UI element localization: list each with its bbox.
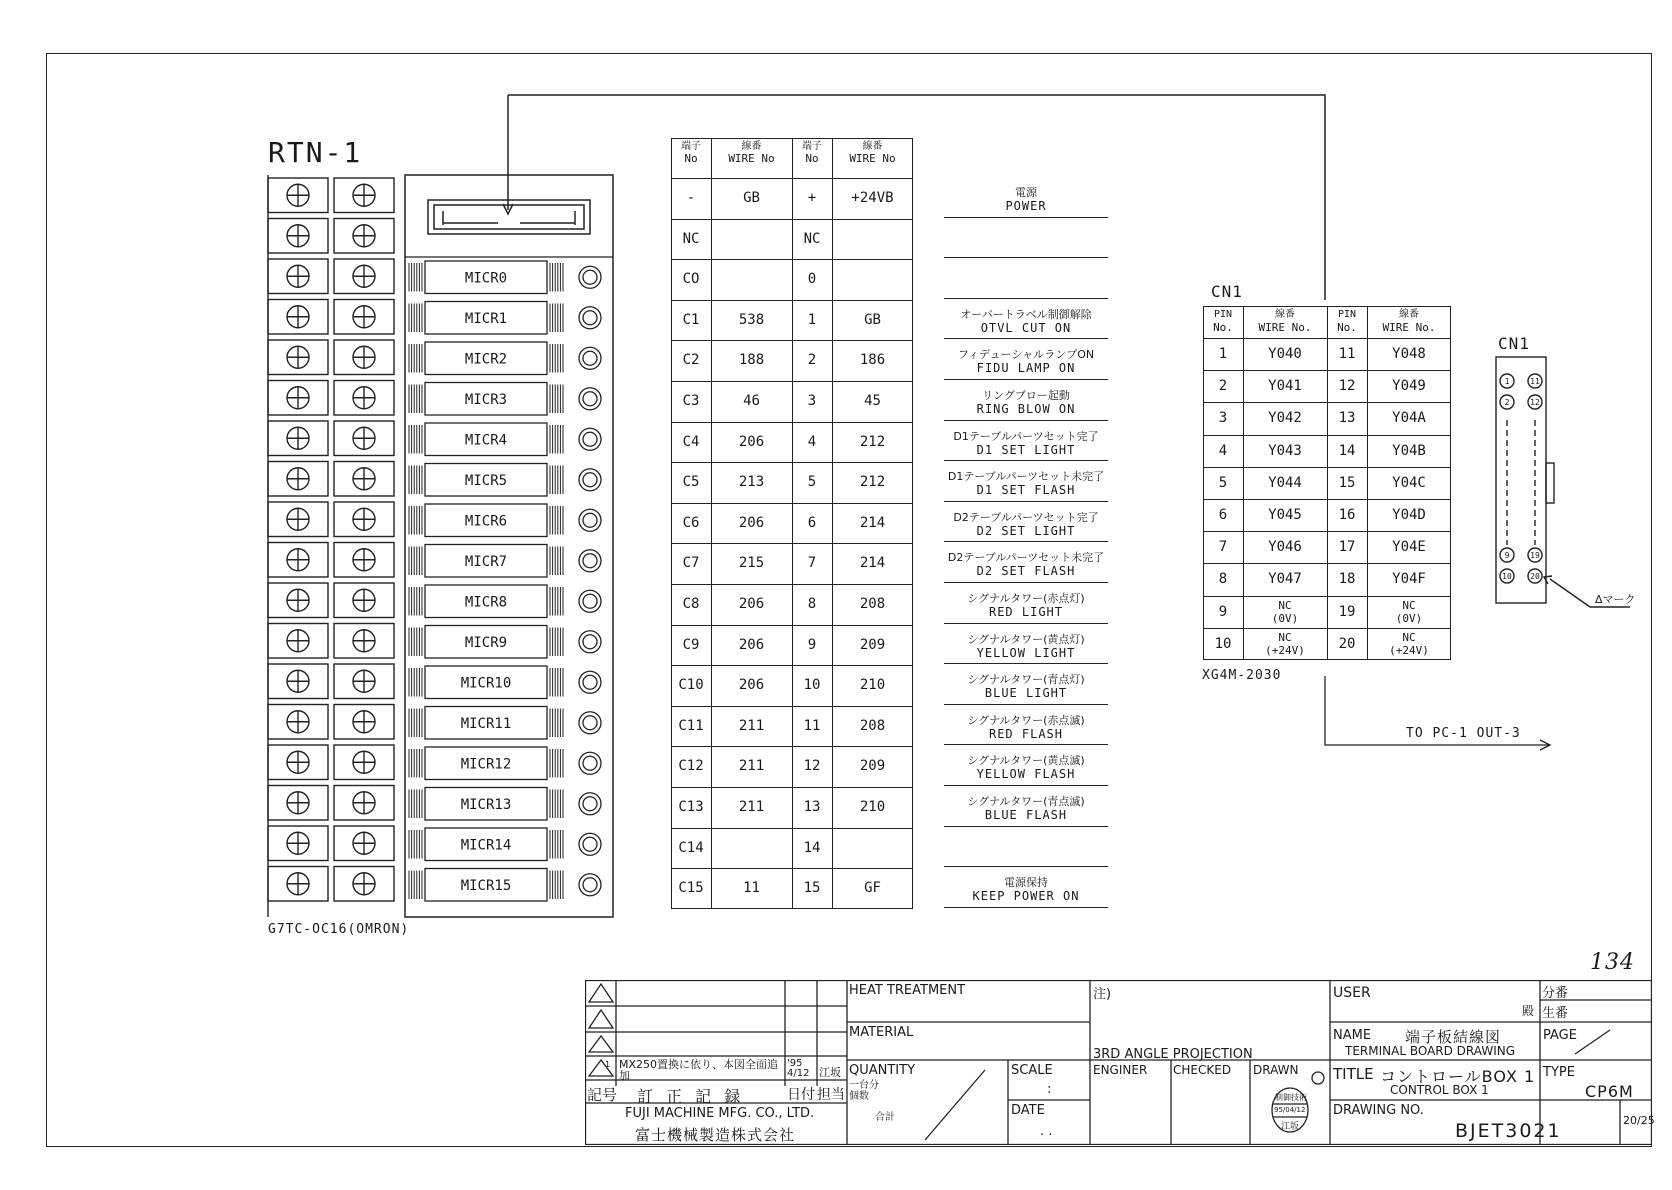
cn1-table-cell: Y044 bbox=[1268, 474, 1302, 491]
description-en: RING BLOW ON bbox=[976, 402, 1076, 416]
relay-micr2 bbox=[409, 342, 601, 375]
cn1-table-cell: Y046 bbox=[1268, 539, 1302, 556]
page-label: PAGE bbox=[1543, 1028, 1577, 1043]
description-en: BLUE LIGHT bbox=[984, 686, 1068, 701]
relay-label: MICR4 bbox=[464, 432, 508, 449]
cn1-table-cell: 15 bbox=[1338, 474, 1356, 491]
checked-label: CHECKED bbox=[1173, 1063, 1232, 1077]
date-label: DATE bbox=[1011, 1103, 1045, 1118]
description-ja: シグナルタワー(黄点灯) bbox=[967, 632, 1085, 646]
cn1-table-cell: 9 bbox=[1218, 603, 1228, 620]
revision-header-name: 担当 bbox=[817, 1087, 845, 1103]
terminal-table-cell: 6 bbox=[807, 514, 817, 531]
title-block bbox=[585, 980, 1655, 1145]
cn1-table-cell: 6 bbox=[1218, 507, 1228, 523]
terminal-table-cell: 538 bbox=[738, 311, 765, 328]
terminal-table-cell: C3 bbox=[682, 393, 700, 409]
terminal-table-cell: 206 bbox=[738, 596, 765, 612]
cn1-table-cell: Y041 bbox=[1268, 378, 1302, 395]
description-en: YELLOW LIGHT bbox=[976, 645, 1076, 660]
description-ja: シグナルタワー(青点滅) bbox=[967, 795, 1085, 808]
terminal-table-cell: C1 bbox=[682, 311, 700, 328]
cn1-table-cell: Y047 bbox=[1268, 571, 1302, 588]
terminal-table-cell: NC bbox=[803, 230, 821, 247]
seiban-label: 生番 bbox=[1542, 1006, 1569, 1021]
relay-label: MICR6 bbox=[464, 513, 508, 530]
terminal-screw-pair bbox=[268, 462, 394, 497]
cn1-table-header: 線番 WIRE No. bbox=[1258, 309, 1312, 334]
description-en: BLUE FLASH bbox=[984, 808, 1068, 822]
description-en: D1 SET FLASH bbox=[976, 483, 1076, 498]
terminal-table-cell: 212 bbox=[859, 474, 886, 491]
cn1-table-cell: Y045 bbox=[1268, 507, 1302, 523]
pin-19: 19 bbox=[1530, 551, 1540, 560]
description-en: RED FLASH bbox=[988, 726, 1064, 741]
terminal-table-cell: 206 bbox=[738, 433, 765, 450]
cn1-table-cell: Y04B bbox=[1392, 442, 1426, 459]
cn1-table-cell: 19 bbox=[1338, 603, 1356, 620]
description-underline bbox=[944, 866, 1108, 867]
description-ja: フィデューシャルランプON bbox=[957, 348, 1095, 362]
terminal-screw-pair bbox=[268, 745, 394, 780]
quantity-note: 一台分 個数 bbox=[849, 1080, 879, 1102]
description-ja: D2テーブルパーツセット未完了 bbox=[947, 551, 1105, 565]
stamp-dept: 制御技術 bbox=[1275, 1093, 1307, 1102]
to-pc1-label: TO PC-1 OUT-3 bbox=[1406, 726, 1521, 741]
terminal-table-cell: 3 bbox=[807, 393, 817, 409]
cn1-table-cell: Y04C bbox=[1392, 474, 1426, 491]
cn1-table-header: PIN No. bbox=[1213, 309, 1233, 334]
terminal-table-cell: 9 bbox=[807, 636, 817, 653]
relay-label: MICR10 bbox=[460, 675, 512, 692]
drawing-no: BJET3021 bbox=[1455, 1120, 1562, 1142]
terminal-screw-pair bbox=[268, 340, 394, 375]
relay-label: MICR5 bbox=[464, 472, 508, 489]
description-underline bbox=[944, 379, 1108, 380]
terminal-table-cell: C15 bbox=[678, 880, 704, 897]
terminal-table-cell: 211 bbox=[738, 799, 765, 815]
terminal-table-cell: C12 bbox=[678, 758, 704, 775]
terminal-table-cell: 209 bbox=[859, 758, 886, 775]
type-label: TYPE bbox=[1543, 1065, 1575, 1080]
heat-treatment-label: HEAT TREATMENT bbox=[849, 983, 966, 998]
relay-micr9 bbox=[409, 626, 601, 659]
company-ja: 富士機械製造株式会社 bbox=[635, 1126, 796, 1144]
description-ja: シグナルタワー(赤点灯) bbox=[967, 592, 1085, 605]
cn1-table-header: 線番 WIRE No. bbox=[1382, 309, 1436, 334]
terminal-table-cell: 208 bbox=[859, 717, 886, 734]
terminal-table-cell: 45 bbox=[864, 393, 881, 409]
terminal-table-cell: 214 bbox=[859, 555, 886, 572]
terminal-table-cell: 46 bbox=[743, 393, 760, 409]
relay-label: MICR8 bbox=[464, 594, 508, 611]
scale-value: : bbox=[1047, 1082, 1052, 1097]
terminal-table-cell: 186 bbox=[859, 352, 886, 369]
description-underline bbox=[944, 907, 1108, 908]
relay-micr11 bbox=[409, 707, 601, 740]
cn1-table-cell: 17 bbox=[1338, 539, 1356, 556]
terminal-table-cell: C6 bbox=[682, 514, 700, 531]
pin-9: 9 bbox=[1504, 551, 1510, 560]
user-label: USER bbox=[1333, 985, 1371, 1001]
total-label: 合計 bbox=[875, 1112, 895, 1123]
description-underline bbox=[944, 460, 1108, 461]
cn1-table-cell: Y040 bbox=[1268, 346, 1302, 362]
terminal-table-cell: 210 bbox=[859, 677, 886, 694]
relay-micr12 bbox=[409, 747, 601, 780]
terminal-table-cell: 2 bbox=[807, 352, 817, 369]
relay-board-model: G7TC-OC16(OMRON) bbox=[268, 922, 410, 937]
terminal-table-cell: C7 bbox=[682, 555, 700, 572]
terminal-screw-pair bbox=[268, 543, 394, 578]
terminal-table-cell: GB bbox=[864, 311, 881, 328]
terminal-screw-pair bbox=[268, 178, 394, 213]
date-value: . . bbox=[1040, 1124, 1053, 1139]
terminal-table-cell: GF bbox=[864, 880, 881, 897]
terminal-screw-pair bbox=[268, 786, 394, 821]
relay-label: MICR1 bbox=[464, 310, 508, 327]
connector-diagram bbox=[1490, 355, 1650, 615]
cn1-table-cell: 4 bbox=[1218, 442, 1228, 459]
terminal-table-cell: 11 bbox=[743, 880, 760, 897]
title-en: CONTROL BOX 1 bbox=[1390, 1083, 1489, 1097]
name-label: NAME bbox=[1333, 1028, 1372, 1043]
pin-10: 10 bbox=[1502, 572, 1512, 581]
revision-header-symbol: 記号 bbox=[587, 1086, 618, 1104]
terminal-table-cell: GB bbox=[743, 190, 760, 206]
cn1-table-cell: NC (+24V) bbox=[1389, 630, 1429, 657]
terminal-table-cell: 7 bbox=[807, 555, 817, 572]
terminal-table-header: 端子 No bbox=[802, 141, 822, 165]
description-underline bbox=[944, 826, 1108, 827]
terminal-table-cell: 188 bbox=[738, 352, 765, 369]
terminal-table-cell: 11 bbox=[803, 717, 821, 734]
terminal-table-cell: 208 bbox=[859, 596, 886, 612]
terminal-table-cell: C9 bbox=[682, 636, 700, 653]
pin-2: 2 bbox=[1504, 398, 1510, 407]
terminal-table-cell: C11 bbox=[678, 717, 704, 734]
description-underline bbox=[944, 257, 1108, 258]
cn1-table-cell: 16 bbox=[1338, 507, 1356, 523]
cn1-table-cell: 8 bbox=[1218, 571, 1228, 588]
delta-mark-label: Δマーク bbox=[1595, 593, 1636, 606]
relay-label: MICR3 bbox=[464, 391, 508, 408]
cn1-table-cell: Y04D bbox=[1392, 507, 1426, 523]
relay-label: MICR11 bbox=[460, 715, 512, 732]
terminal-table-header: 線番 WIRE No bbox=[849, 141, 896, 165]
terminal-table-cell: C14 bbox=[678, 839, 704, 856]
cn1-table-cell: 12 bbox=[1338, 378, 1356, 395]
terminal-screw-pair bbox=[268, 219, 394, 254]
sheet-number: 20/25 bbox=[1623, 1114, 1655, 1127]
terminal-table-cell: 206 bbox=[738, 677, 765, 694]
relay-label: MICR7 bbox=[464, 553, 508, 570]
name-ja: 端子板結線図 bbox=[1405, 1028, 1502, 1046]
terminal-screw-pair bbox=[268, 300, 394, 335]
terminal-table-cell: 206 bbox=[738, 636, 765, 653]
cn1-table-header: PIN No. bbox=[1337, 309, 1357, 334]
description-underline bbox=[944, 420, 1108, 421]
terminal-screw-pair bbox=[268, 705, 394, 740]
description-underline bbox=[944, 338, 1108, 339]
page-note: 134 bbox=[1590, 950, 1635, 975]
connector-diagram-title: CN1 bbox=[1498, 334, 1530, 353]
description-underline bbox=[944, 217, 1108, 218]
terminal-table-header: 線番 WIRE No bbox=[728, 141, 775, 165]
terminal-table-cell: 13 bbox=[803, 799, 821, 815]
cn1-table-cell: Y049 bbox=[1392, 378, 1426, 395]
cn1-table-cell: Y04F bbox=[1392, 571, 1426, 588]
relay-micr5 bbox=[409, 464, 601, 497]
description-underline bbox=[944, 785, 1108, 786]
terminal-screw-pair bbox=[268, 381, 394, 416]
relay-micr15 bbox=[409, 869, 601, 902]
terminal-table-cell: 210 bbox=[859, 799, 886, 815]
terminal-table-header: 端子 No bbox=[681, 141, 701, 165]
terminal-table-cell: C8 bbox=[682, 596, 700, 612]
terminal-table-cell: + bbox=[807, 190, 817, 206]
relay-micr6 bbox=[409, 504, 601, 537]
description-ja: D2テーブルパーツセット完了 bbox=[953, 510, 1099, 524]
terminal-table-cell: 214 bbox=[859, 514, 886, 531]
relay-micr4 bbox=[409, 423, 601, 456]
terminal-screw-pair bbox=[268, 624, 394, 659]
relay-label: MICR13 bbox=[460, 796, 512, 813]
relay-label: MICR2 bbox=[464, 351, 508, 368]
description-underline bbox=[944, 541, 1108, 542]
terminal-table-cell: C2 bbox=[682, 352, 700, 369]
revision-1-text: MX250置換に依り、本図全面追加 bbox=[619, 1058, 779, 1082]
relay-label: MICR14 bbox=[460, 837, 512, 854]
relay-micr1 bbox=[409, 302, 601, 335]
relay-micr14 bbox=[409, 828, 601, 861]
relay-board-title: RTN-1 bbox=[268, 136, 363, 169]
title-label: TITLE bbox=[1333, 1065, 1374, 1083]
description-ja: D1テーブルパーツセット完了 bbox=[953, 429, 1099, 443]
terminal-table-cell: 14 bbox=[803, 839, 821, 856]
type-value: CP6M bbox=[1585, 1082, 1634, 1101]
pin-20: 20 bbox=[1530, 572, 1540, 581]
relay-micr0 bbox=[409, 261, 601, 294]
quantity-label: QUANTITY bbox=[849, 1063, 916, 1078]
cn1-table-cell: Y048 bbox=[1392, 346, 1426, 362]
scale-label: SCALE bbox=[1011, 1063, 1053, 1078]
note-label: 注) bbox=[1093, 987, 1112, 1002]
terminal-table-cell: C4 bbox=[682, 433, 700, 450]
relay-micr8 bbox=[409, 585, 601, 618]
terminal-table-cell: 5 bbox=[807, 474, 817, 491]
cn1-table-cell: 18 bbox=[1338, 571, 1356, 588]
description-en: POWER bbox=[1005, 199, 1047, 213]
cn1-table-cell: 10 bbox=[1214, 635, 1232, 652]
description-underline bbox=[944, 704, 1108, 705]
terminal-table-cell: NC bbox=[682, 230, 700, 247]
terminal-table-cell: - bbox=[686, 190, 696, 206]
pin-12: 12 bbox=[1530, 398, 1540, 407]
description-en: OTVL CUT ON bbox=[980, 320, 1072, 335]
terminal-table-cell: 215 bbox=[738, 555, 765, 572]
cn1-table-cell: NC (0V) bbox=[1395, 598, 1423, 625]
description-en: FIDU LAMP ON bbox=[976, 361, 1076, 376]
terminal-table-cell: 1 bbox=[807, 311, 817, 328]
description-underline bbox=[944, 582, 1108, 583]
terminal-table-cell: 12 bbox=[803, 758, 821, 775]
description-ja: D1テーブルパーツセット未完了 bbox=[947, 470, 1105, 484]
terminal-table-cell: 10 bbox=[803, 677, 821, 694]
terminal-screw-pair bbox=[268, 583, 394, 618]
title-ja: コントロールBOX 1 bbox=[1380, 1067, 1536, 1086]
terminal-table-cell: 0 bbox=[807, 271, 817, 288]
description-ja: 電源保持 bbox=[1004, 876, 1048, 890]
relay-micr13 bbox=[409, 788, 601, 821]
projection-label: 3RD ANGLE PROJECTION bbox=[1093, 1047, 1253, 1062]
terminal-table-cell: 213 bbox=[738, 474, 765, 491]
description-ja: シグナルタワー(黄点滅) bbox=[967, 754, 1085, 768]
description-en: KEEP POWER ON bbox=[972, 889, 1080, 904]
description-underline bbox=[944, 623, 1108, 624]
terminal-table-cell: C10 bbox=[678, 677, 704, 694]
user-suffix: 殿 bbox=[1522, 1004, 1535, 1018]
drawn-label: DRAWN bbox=[1253, 1063, 1299, 1077]
cn1-table-cell: 7 bbox=[1218, 539, 1228, 556]
terminal-table-cell: 209 bbox=[859, 636, 886, 653]
pin-1: 1 bbox=[1504, 377, 1510, 386]
terminal-screw-pair bbox=[268, 259, 394, 294]
relay-label: MICR0 bbox=[464, 270, 508, 287]
terminal-table-cell: 15 bbox=[803, 880, 821, 897]
cn1-table-title: CN1 bbox=[1211, 282, 1243, 301]
terminal-table-cell: 8 bbox=[807, 596, 817, 612]
cn1-table-cell: 2 bbox=[1218, 378, 1228, 395]
cn1-table-cell: NC (0V) bbox=[1271, 598, 1299, 625]
description-underline bbox=[944, 501, 1108, 502]
terminal-table-cell: C13 bbox=[678, 799, 704, 815]
relay-label: MICR9 bbox=[464, 634, 508, 651]
terminal-table-cell: C5 bbox=[682, 474, 700, 491]
relay-micr7 bbox=[409, 545, 601, 578]
description-en: D2 SET LIGHT bbox=[976, 523, 1076, 538]
revision-1-name: 江坂 bbox=[819, 1066, 841, 1079]
terminal-screw-pair bbox=[268, 867, 394, 902]
terminal-table-cell: CO bbox=[682, 271, 700, 288]
terminal-table-cell: 211 bbox=[738, 717, 765, 734]
relay-label: MICR15 bbox=[460, 877, 512, 894]
cn1-table-cell: Y042 bbox=[1268, 410, 1302, 427]
revision-header-date: 日付 bbox=[787, 1087, 815, 1103]
description-ja: オーバートラベル制御解除 bbox=[960, 307, 1092, 321]
terminal-screw-pair bbox=[268, 421, 394, 456]
cn1-table-cell: Y043 bbox=[1268, 442, 1302, 459]
relay-micr10 bbox=[409, 666, 601, 699]
description-en: YELLOW FLASH bbox=[976, 767, 1076, 782]
cn1-table-cell: 1 bbox=[1218, 346, 1228, 362]
description-underline bbox=[944, 663, 1108, 664]
description-ja: リングブロー起動 bbox=[982, 389, 1070, 402]
engineer-label: ENGINER bbox=[1093, 1063, 1148, 1077]
terminal-screw-pair bbox=[268, 826, 394, 861]
terminal-screw-pair bbox=[268, 664, 394, 699]
cn1-table-cell: 14 bbox=[1338, 442, 1356, 459]
description-underline bbox=[944, 298, 1108, 299]
terminal-table-cell: 4 bbox=[807, 433, 817, 450]
description-en: D2 SET FLASH bbox=[976, 564, 1076, 579]
cn1-model: XG4M-2030 bbox=[1202, 668, 1282, 683]
description-ja: 電源 bbox=[1015, 186, 1037, 199]
drawing-no-label: DRAWING NO. bbox=[1333, 1103, 1424, 1118]
relay-micr3 bbox=[409, 383, 601, 416]
cn1-table-cell: 20 bbox=[1338, 635, 1356, 652]
description-ja: シグナルタワー(青点灯) bbox=[967, 673, 1085, 687]
cn1-table-cell: 3 bbox=[1218, 410, 1228, 427]
cn1-table-cell: Y04E bbox=[1392, 539, 1426, 556]
relay-label: MICR12 bbox=[460, 756, 512, 773]
description-en: D1 SET LIGHT bbox=[976, 442, 1076, 457]
revision-1-date: '95 4/12 bbox=[787, 1058, 810, 1079]
terminal-table-cell: 211 bbox=[738, 758, 765, 775]
description-underline bbox=[944, 744, 1108, 745]
terminal-table-cell: 206 bbox=[738, 514, 765, 531]
cn1-table-cell: NC (+24V) bbox=[1265, 630, 1305, 657]
revision-header-text: 訂 正 記 録 bbox=[637, 1087, 745, 1106]
bunban-label: 分番 bbox=[1542, 986, 1569, 1001]
terminal-table-cell: 212 bbox=[859, 433, 886, 450]
material-label: MATERIAL bbox=[849, 1025, 914, 1040]
terminal-screw-pair bbox=[268, 502, 394, 537]
cn1-table-cell: 5 bbox=[1218, 474, 1228, 491]
cn1-table-cell: Y04A bbox=[1392, 410, 1426, 427]
cn1-table-cell: 11 bbox=[1338, 346, 1356, 362]
company-en: FUJI MACHINE MFG. CO., LTD. bbox=[625, 1106, 815, 1121]
terminal-table-cell: +24VB bbox=[851, 190, 894, 206]
description-ja: シグナルタワー(赤点滅) bbox=[967, 713, 1085, 727]
pin-11: 11 bbox=[1530, 377, 1540, 386]
description-en: RED LIGHT bbox=[988, 605, 1064, 619]
name-en: TERMINAL BOARD DRAWING bbox=[1345, 1044, 1516, 1058]
cn1-table-cell: 13 bbox=[1338, 410, 1356, 427]
revision-1-symbol: 1 bbox=[605, 1060, 611, 1069]
stamp-date: 95/04/12 bbox=[1274, 1106, 1306, 1114]
stamp-name: 江坂 bbox=[1281, 1122, 1300, 1132]
